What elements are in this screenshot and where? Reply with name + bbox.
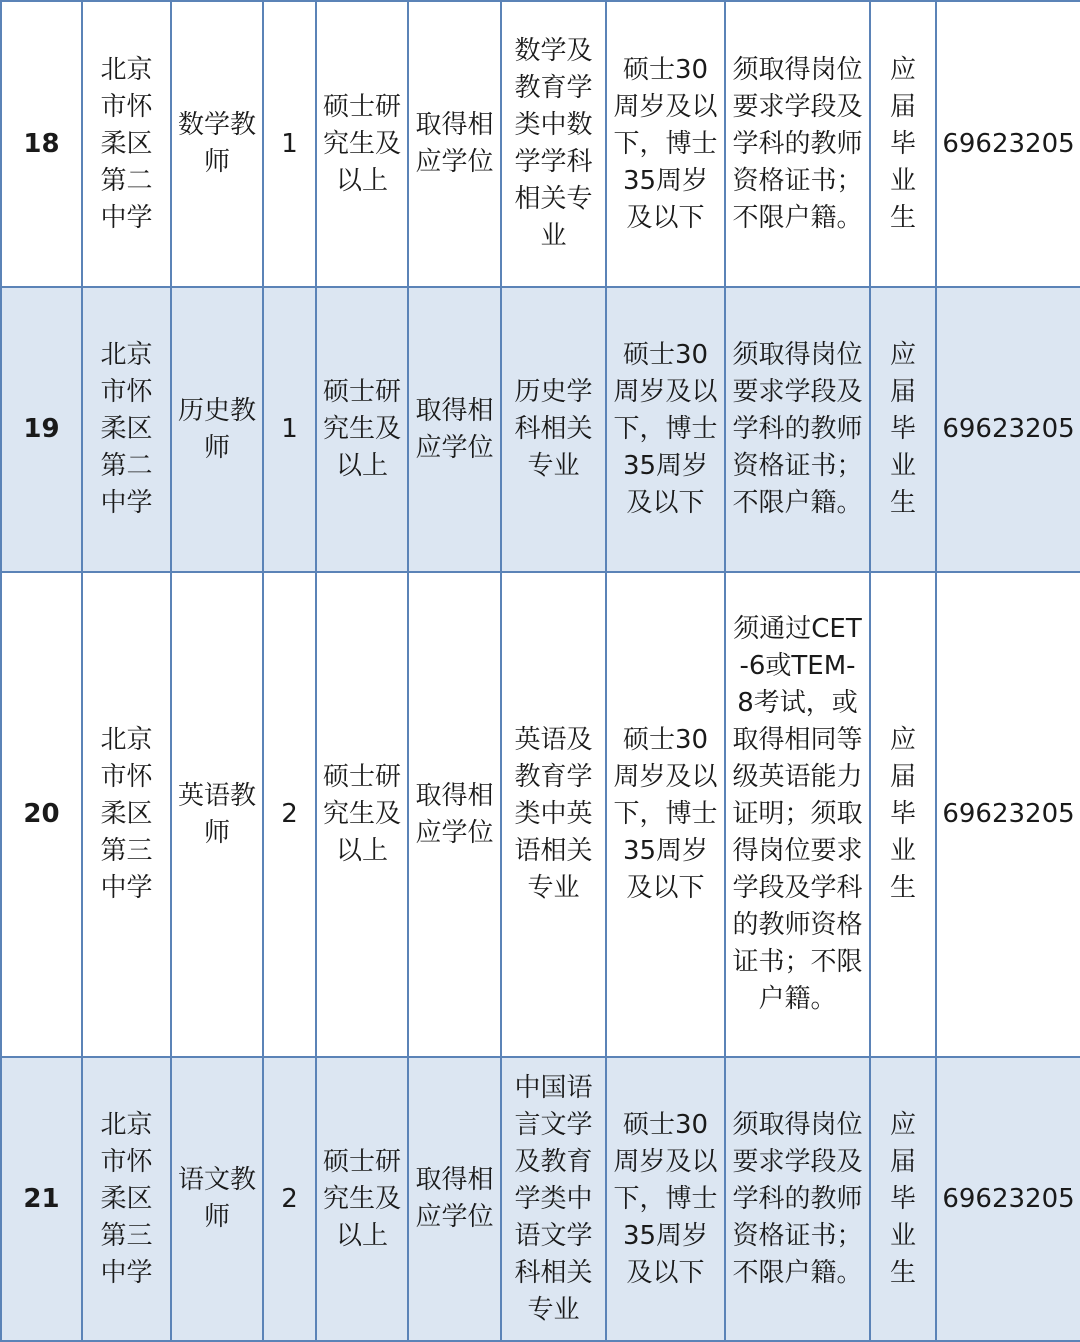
table-row — [1, 572, 1080, 1057]
table-row — [1, 1, 1080, 287]
headcount: 2 — [263, 1057, 316, 1341]
position-name: 英语教师 — [171, 572, 263, 1057]
candidate-source: 应届毕业生 — [870, 287, 936, 572]
age-requirement: 硕士30周岁及以下，博士35周岁及以下 — [606, 287, 725, 572]
age-requirement: 硕士30周岁及以下，博士35周岁及以下 — [606, 1057, 725, 1341]
employer-unit: 北京市怀柔区第二中学 — [82, 287, 171, 572]
degree-requirement: 取得相应学位 — [408, 287, 501, 572]
major-requirement: 中国语言文学及教育学类中语文学科相关专业 — [501, 1057, 606, 1341]
table-row — [1, 1057, 1080, 1341]
row-number: 21 — [1, 1057, 82, 1341]
employer-unit: 北京市怀柔区第三中学 — [82, 572, 171, 1057]
position-name: 数学教师 — [171, 1, 263, 287]
major-requirement: 数学及教育学类中数学学科相关专业 — [501, 1, 606, 287]
age-requirement: 硕士30周岁及以下，博士35周岁及以下 — [606, 1, 725, 287]
position-name: 语文教师 — [171, 1057, 263, 1341]
headcount: 2 — [263, 572, 316, 1057]
other-requirements: 须取得岗位要求学段及学科的教师资格证书；不限户籍。 — [725, 1057, 870, 1341]
candidate-source: 应届毕业生 — [870, 572, 936, 1057]
other-requirements: 须通过CET-6或TEM-8考试，或取得相同等级英语能力证明；须取得岗位要求学段及学科的教师资格证书；不限户籍。 — [725, 572, 870, 1057]
employer-unit: 北京市怀柔区第三中学 — [82, 1057, 171, 1341]
major-requirement: 英语及教育学类中英语相关专业 — [501, 572, 606, 1057]
contact-phone: 69623205 — [936, 572, 1080, 1057]
degree-requirement: 取得相应学位 — [408, 572, 501, 1057]
education-requirement: 硕士研究生及以上 — [316, 1057, 408, 1341]
degree-requirement: 取得相应学位 — [408, 1, 501, 287]
row-number: 18 — [1, 1, 82, 287]
headcount: 1 — [263, 287, 316, 572]
employer-unit: 北京市怀柔区第二中学 — [82, 1, 171, 287]
position-name: 历史教师 — [171, 287, 263, 572]
major-requirement: 历史学科相关专业 — [501, 287, 606, 572]
table-row — [1, 287, 1080, 572]
degree-requirement: 取得相应学位 — [408, 1057, 501, 1341]
contact-phone: 69623205 — [936, 287, 1080, 572]
row-number: 20 — [1, 572, 82, 1057]
headcount: 1 — [263, 1, 316, 287]
education-requirement: 硕士研究生及以上 — [316, 572, 408, 1057]
education-requirement: 硕士研究生及以上 — [316, 287, 408, 572]
contact-phone: 69623205 — [936, 1, 1080, 287]
candidate-source: 应届毕业生 — [870, 1057, 936, 1341]
age-requirement: 硕士30周岁及以下，博士35周岁及以下 — [606, 572, 725, 1057]
candidate-source: 应届毕业生 — [870, 1, 936, 287]
education-requirement: 硕士研究生及以上 — [316, 1, 408, 287]
contact-phone: 69623205 — [936, 1057, 1080, 1341]
other-requirements: 须取得岗位要求学段及学科的教师资格证书；不限户籍。 — [725, 287, 870, 572]
row-number: 19 — [1, 287, 82, 572]
other-requirements: 须取得岗位要求学段及学科的教师资格证书；不限户籍。 — [725, 1, 870, 287]
